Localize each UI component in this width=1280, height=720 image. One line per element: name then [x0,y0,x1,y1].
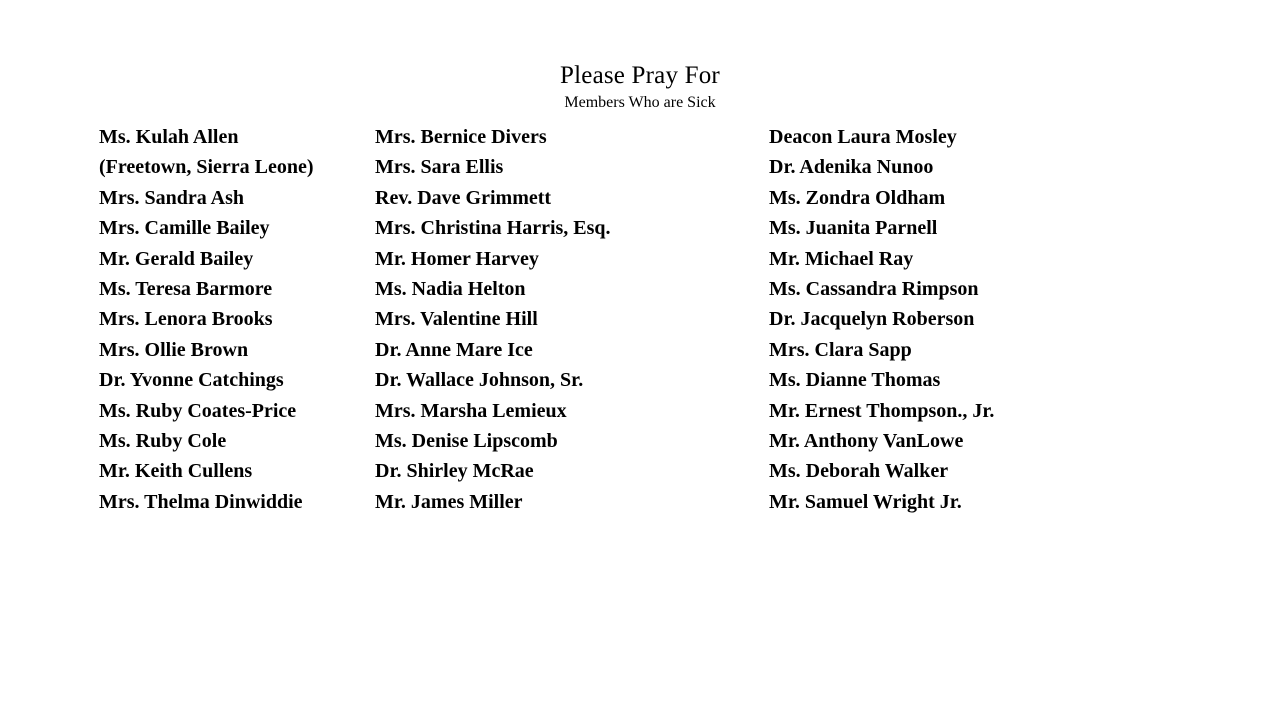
list-item: Mrs. Ollie Brown [99,338,249,361]
list-item: Ms. Juanita Parnell [769,217,938,240]
list-item: Mrs. Thelma Dinwiddie [99,490,303,513]
page-title: Please Pray For [560,62,720,89]
list-item: Mrs. Valentine Hill [375,308,538,331]
list-item: Mrs. Camille Bailey [99,217,270,240]
list-item: Ms. Ruby Cole [99,430,227,453]
list-item: Mr. Anthony VanLowe [769,430,964,453]
list-item: Ms. Zondra Oldham [769,186,946,209]
list-item: Mrs. Sandra Ash [99,186,245,209]
list-item: Mr. Gerald Bailey [99,247,254,270]
list-item: Ms. Teresa Barmore [99,278,273,301]
list-item: Dr. Anne Mare Ice [375,338,533,361]
list-item: Dr. Yvonne Catchings [99,369,284,392]
name-column-2 [375,122,769,517]
list-item: Mr. James Miller [375,490,523,513]
list-item: Mr. Keith Cullens [99,460,253,483]
list-item: Mr. Michael Ray [769,247,914,270]
list-item: Ms. Nadia Helton [375,278,526,301]
list-item: Mr. Ernest Thompson., Jr. [769,399,995,422]
list-item: Mrs. Marsha Lemieux [375,399,567,422]
name-column-1 [0,122,375,517]
list-item: Ms. Deborah Walker [769,460,949,483]
list-item: Dr. Adenika Nunoo [769,156,934,179]
list-item: Dr. Wallace Johnson, Sr. [375,369,584,392]
page-subtitle: Members Who are Sick [564,94,716,111]
list-item: Dr. Shirley McRae [375,460,534,483]
list-item: Ms. Kulah Allen [99,126,239,148]
list-item: Dr. Jacquelyn Roberson [769,308,975,331]
list-item: (Freetown, Sierra Leone) [99,156,314,179]
list-item: Rev. Dave Grimmett [375,186,552,209]
list-item: Mr. Samuel Wright Jr. [769,490,962,513]
list-item: Ms. Ruby Coates-Price [99,399,297,422]
list-item: Mrs. Sara Ellis [375,156,504,179]
list-item: Ms. Dianne Thomas [769,369,941,392]
list-item: Mr. Homer Harvey [375,247,539,270]
list-item: Mrs. Bernice Divers [375,126,547,148]
name-column-3 [769,122,1169,517]
list-item: Ms. Denise Lipscomb [375,430,558,453]
list-item: Mrs. Lenora Brooks [99,308,273,331]
list-item: Deacon Laura Mosley [769,126,957,148]
list-item: Ms. Cassandra Rimpson [769,278,979,301]
name-columns [0,122,1280,517]
list-item: Mrs. Christina Harris, Esq. [375,217,611,240]
list-item: Mrs. Clara Sapp [769,338,912,361]
